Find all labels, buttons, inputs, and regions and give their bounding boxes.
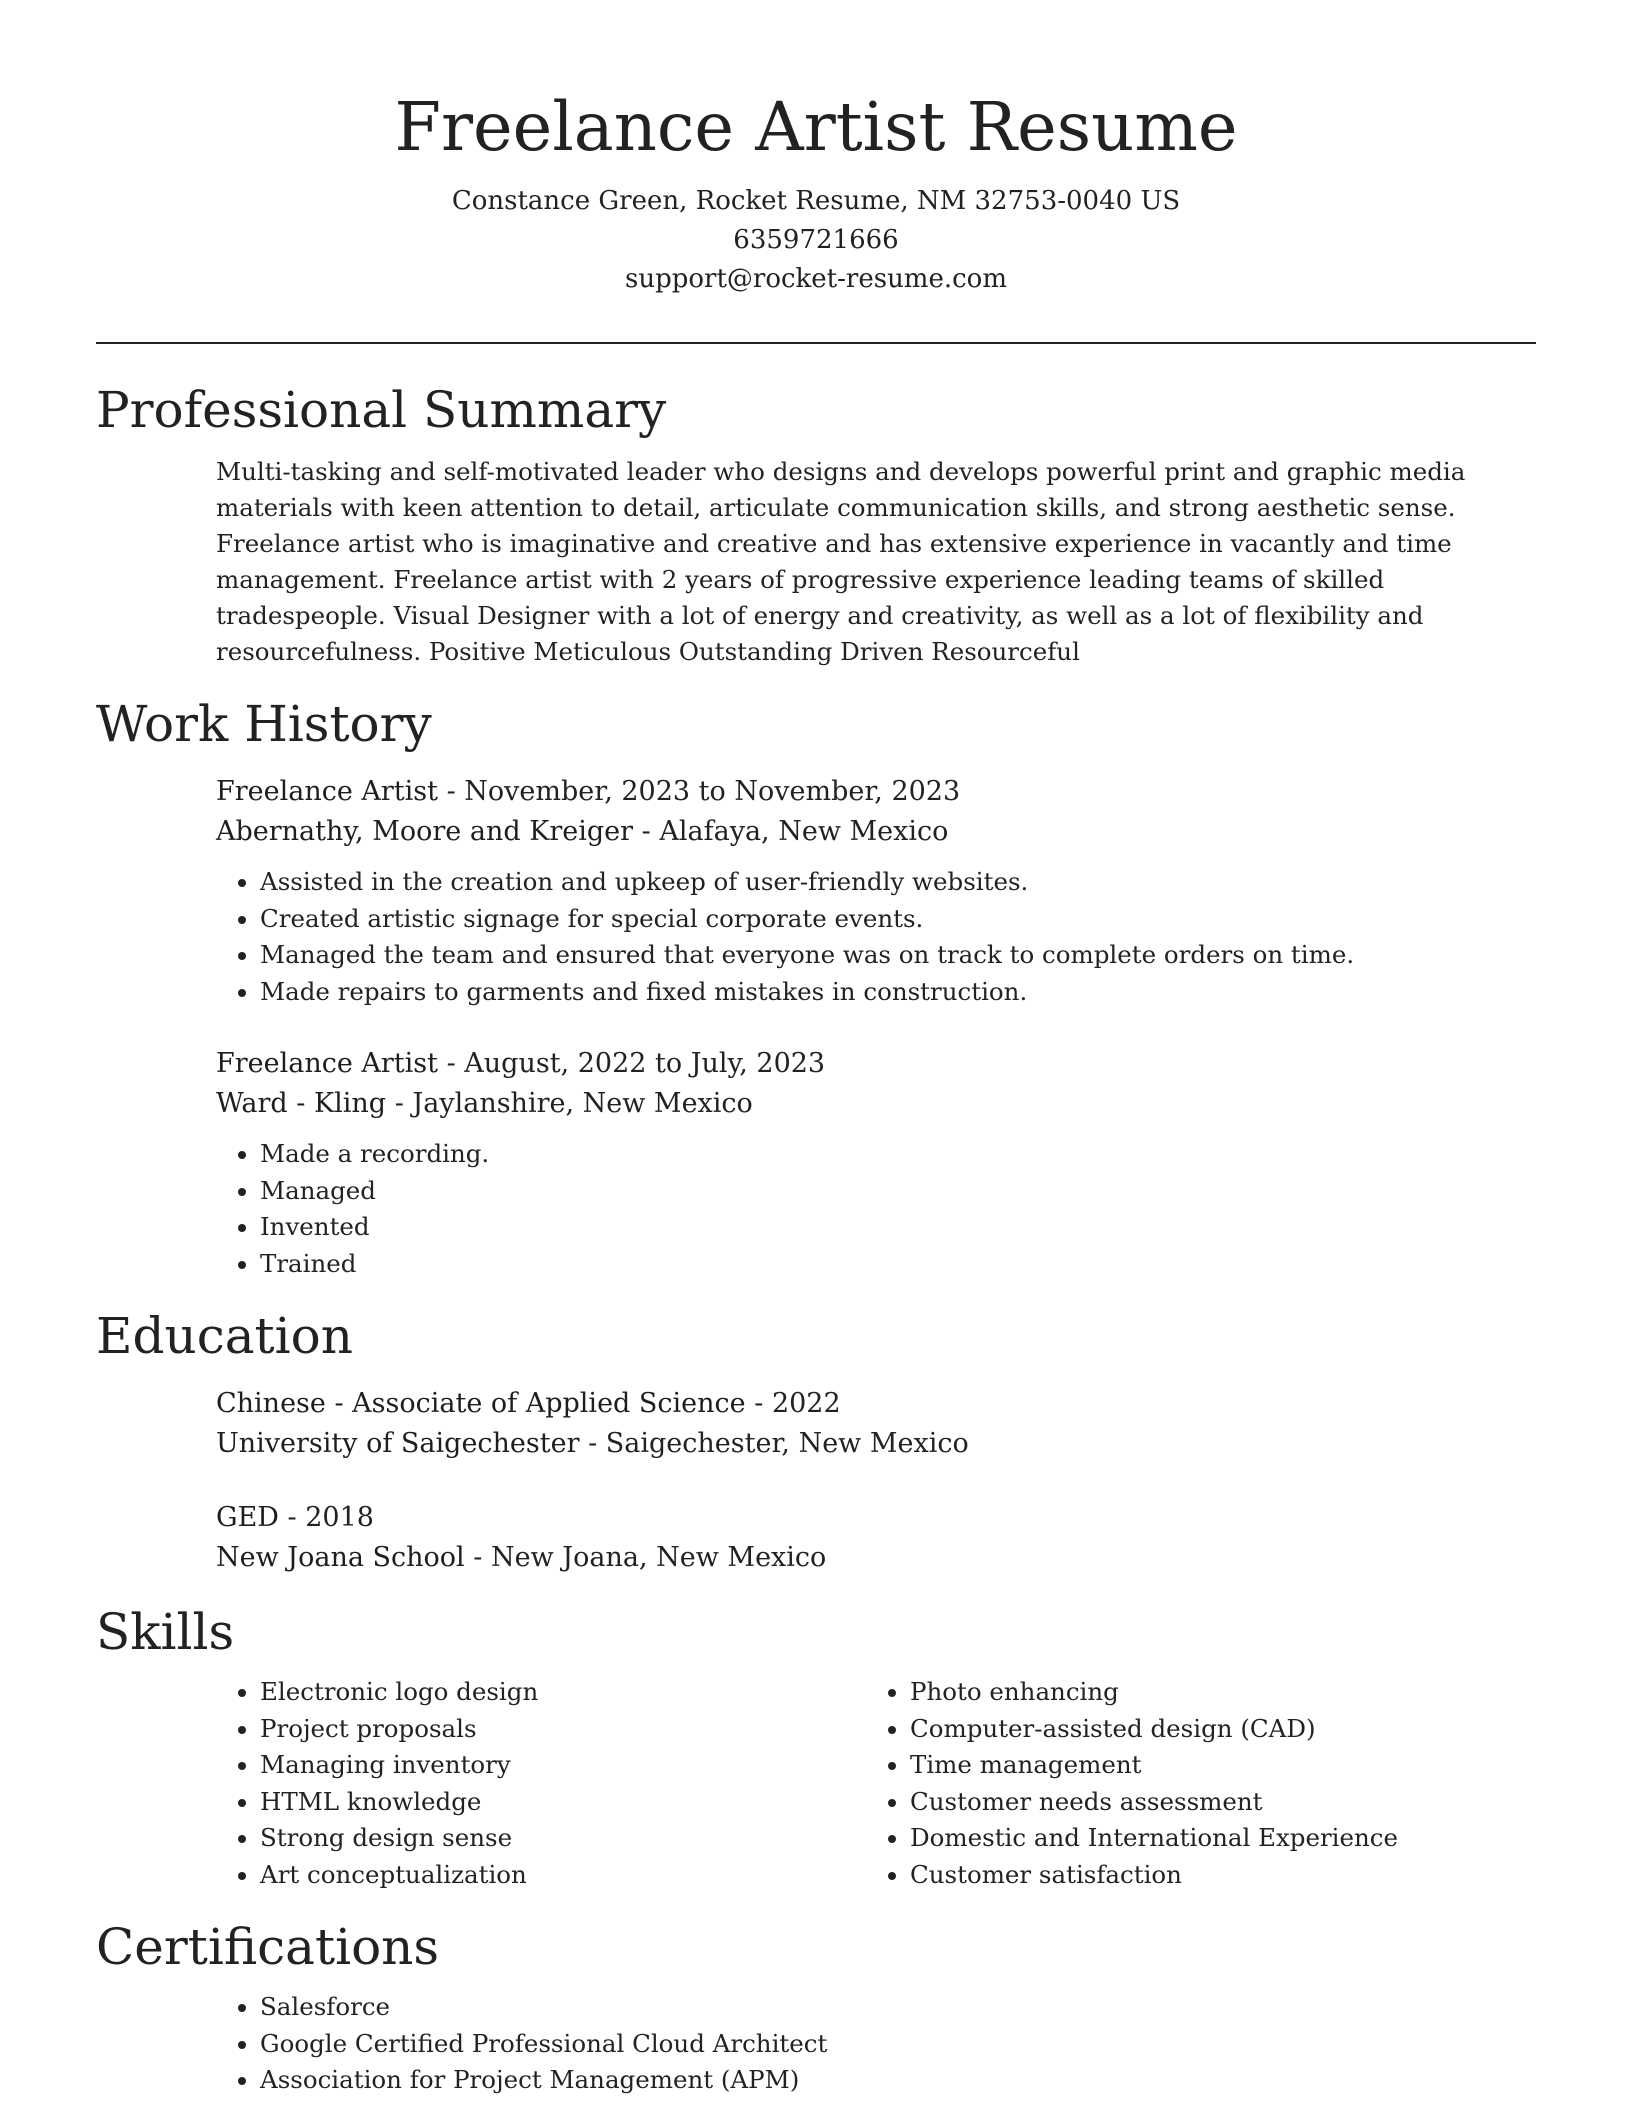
- education-section: [96, 1302, 1536, 1578]
- separator: -: [438, 776, 465, 807]
- summary-text: Multi-tasking and self-motivated leader who designs and develops powerful print and graphic media materials with keen attention to detail, articulate communication skills, and strong aesthetic sense. Freelance artist who is imaginative and creative and has extensive experience in vacantly and time management. Freelance artist with 2 years of progressive experience leading teams of skilled tradespeople. Visual Designer with a lot of energy and creativity, as well as a lot of flexibility and resourcefulness. Positive Meticulous Outstanding Driven Resourceful: [216, 457, 1466, 666]
- skills-section: [96, 1598, 1536, 1893]
- skill-item: • Computer-assisted design (CAD): [910, 1711, 1516, 1748]
- separator: -: [464, 1542, 491, 1573]
- education-entry: [216, 1384, 1536, 1464]
- school-line: [216, 1424, 1536, 1464]
- skill-item: • Photo enhancing: [910, 1674, 1516, 1711]
- skill-item: • Customer needs assessment: [910, 1784, 1516, 1821]
- job-dates: November, 2023 to November, 2023: [464, 776, 961, 807]
- job-bullet: • Managed the team and ensured that everyone was on track to complete orders on time.: [260, 937, 1536, 974]
- separator: -: [745, 1388, 772, 1419]
- contact-address: Constance Green, Rocket Resume, NM 32753-0040 US: [451, 186, 1181, 216]
- job-title: Freelance Artist: [216, 1048, 438, 1079]
- skills-grid: [216, 1674, 1536, 1893]
- school-name: New Joana School: [216, 1542, 465, 1573]
- separator: -: [579, 1428, 606, 1459]
- certification-item: • Salesforce: [260, 1989, 1536, 2026]
- separator: -: [278, 1502, 306, 1533]
- certification-item: • Google Certified Professional Cloud Architect: [260, 2026, 1536, 2063]
- degree-line: [216, 1498, 1536, 1538]
- skill-item: • Time management: [910, 1747, 1516, 1784]
- contact-info: [96, 182, 1536, 299]
- contact-phone: 6359721666: [733, 225, 899, 255]
- skill-item: • Managing inventory: [260, 1747, 866, 1784]
- school-name: University of Saigechester: [216, 1428, 580, 1459]
- job-bullet: • Assisted in the creation and upkeep of user-friendly websites.: [260, 864, 1536, 901]
- skills-column-left: [216, 1674, 866, 1893]
- skills-heading: Skills: [96, 1603, 235, 1661]
- job-location: Jaylanshire, New Mexico: [412, 1088, 753, 1119]
- job-bullet: • Managed: [260, 1173, 1536, 1210]
- degree: GED: [216, 1502, 279, 1533]
- summary-section: [96, 376, 1536, 670]
- graduation-year: 2022: [771, 1388, 841, 1419]
- header-divider: [96, 342, 1536, 344]
- summary-heading: Professional Summary: [96, 381, 667, 439]
- separator: -: [438, 1048, 465, 1079]
- job-company: Abernathy, Moore and Kreiger: [216, 816, 634, 847]
- contact-email: support@rocket-resume.com: [624, 264, 1007, 294]
- job-bullet: • Made a recording.: [260, 1136, 1536, 1173]
- job-company-line: [216, 1084, 1536, 1124]
- job-title: Freelance Artist: [216, 776, 438, 807]
- job-bullet: • Trained: [260, 1246, 1536, 1283]
- job-bullet: • Made repairs to garments and fixed mistakes in construction.: [260, 974, 1536, 1011]
- job-dates: August, 2022 to July, 2023: [464, 1048, 826, 1079]
- job-location: Alafaya, New Mexico: [659, 816, 949, 847]
- school-line: [216, 1538, 1536, 1578]
- skill-item: • HTML knowledge: [260, 1784, 866, 1821]
- job-entry: [216, 1044, 1536, 1282]
- skill-item: • Art conceptualization: [260, 1857, 866, 1894]
- certifications-section: [96, 1913, 1536, 2099]
- work-history-heading: Work History: [96, 695, 432, 753]
- school-location: Saigechester, New Mexico: [605, 1428, 969, 1459]
- skill-item: • Strong design sense: [260, 1820, 866, 1857]
- certification-item: • Association for Project Management (APM): [260, 2062, 1536, 2099]
- job-bullets: [216, 1136, 1536, 1282]
- work-history-section: [96, 690, 1536, 1282]
- skills-list: [216, 1674, 866, 1893]
- degree: Chinese - Associate of Applied Science: [216, 1388, 746, 1419]
- skills-column-right: [866, 1674, 1516, 1893]
- resume-header: [96, 82, 1536, 299]
- separator: -: [633, 816, 660, 847]
- job-bullet: • Created artistic signage for special corporate events.: [260, 901, 1536, 938]
- skill-item: • Domestic and International Experience: [910, 1820, 1516, 1857]
- job-entry: [216, 772, 1536, 1010]
- job-company-line: [216, 812, 1536, 852]
- job-company: Ward - Kling: [216, 1088, 387, 1119]
- separator: -: [386, 1088, 413, 1119]
- education-heading: Education: [96, 1307, 353, 1365]
- skill-item: • Electronic logo design: [260, 1674, 866, 1711]
- job-bullet: • Invented: [260, 1209, 1536, 1246]
- certifications-heading: Certifications: [96, 1918, 440, 1976]
- job-title-line: [216, 772, 1536, 812]
- resume-body: [96, 376, 1536, 2099]
- job-bullets: [216, 864, 1536, 1010]
- resume-title: Freelance Artist Resume: [394, 88, 1238, 166]
- skill-item: • Project proposals: [260, 1711, 866, 1748]
- job-title-line: [216, 1044, 1536, 1084]
- skill-item: • Customer satisfaction: [910, 1857, 1516, 1894]
- certifications-list: [216, 1989, 1536, 2099]
- school-location: New Joana, New Mexico: [491, 1542, 827, 1573]
- degree-line: [216, 1384, 1536, 1424]
- education-entry: [216, 1498, 1536, 1578]
- certifications-list-wrap: [216, 1989, 1536, 2099]
- graduation-year: 2018: [305, 1502, 374, 1533]
- skills-list: [866, 1674, 1516, 1893]
